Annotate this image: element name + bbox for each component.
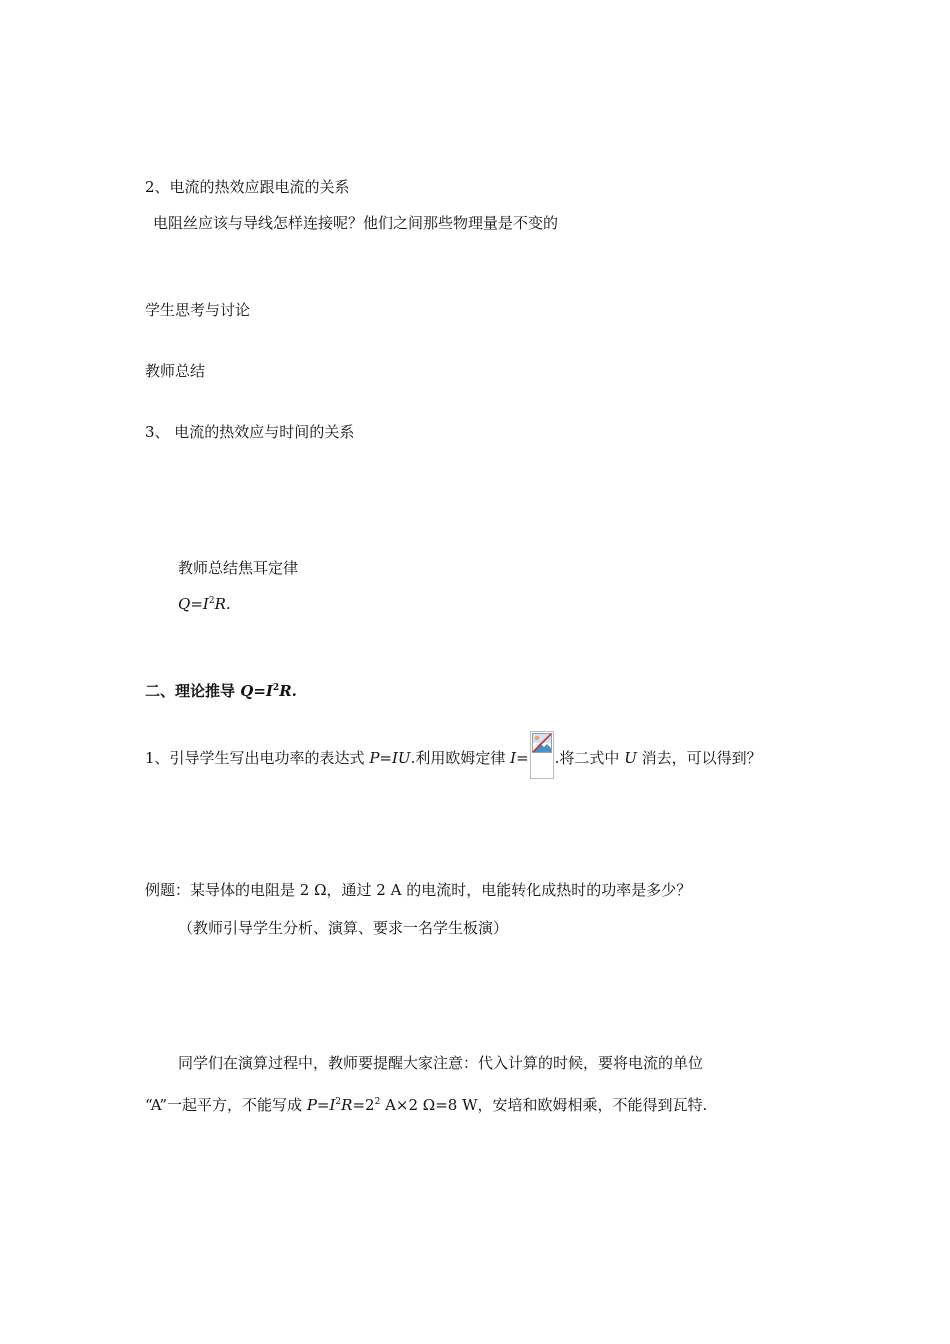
note-i: I — [329, 1096, 336, 1114]
part-2-i: I — [265, 682, 273, 700]
formula-r: R — [214, 595, 226, 613]
formula-period: . — [225, 595, 231, 613]
example-note: （教师引导学生分析、演算、要求一名学生板演） — [178, 919, 509, 937]
part-2-r: R — [279, 682, 292, 700]
derivation-line — [145, 731, 762, 779]
part-2-q: Q — [240, 682, 254, 700]
part-2-heading — [145, 681, 297, 701]
student-discussion: 学生思考与讨论 — [145, 301, 251, 319]
derivation-equals-2: = — [516, 749, 529, 767]
note-p: P — [306, 1096, 317, 1114]
section-2-heading: 2、电流的热效应跟电流的关系 — [145, 178, 350, 196]
derivation-text-4: 消去，可以得到？ — [636, 749, 762, 767]
note-exponent: 2 — [335, 1097, 342, 1107]
derivation-iu: IU — [392, 749, 411, 767]
formula-q: Q — [178, 595, 191, 613]
section-2-question: 电阻丝应该与导线怎样连接呢？他们之间那些物理量是不变的 — [153, 214, 559, 232]
example-problem: 例题：某导体的电阻是 2 Ω，通过 2 A 的电流时，电能转化成热时的功率是多少？ — [145, 881, 692, 899]
formula-i: I — [202, 595, 209, 613]
note-text-1: “A”一起平方，不能写成 — [145, 1096, 307, 1114]
formula-exponent: 2 — [208, 596, 215, 606]
formula-equals: = — [190, 595, 203, 613]
note-text-2: =2 — [352, 1096, 375, 1114]
note-text-3: A×2 Ω=8 W，安培和欧姆相乘，不能得到瓦特. — [380, 1096, 708, 1114]
note-exponent-2: 2 — [374, 1097, 381, 1107]
derivation-equals: = — [379, 749, 392, 767]
note-equals: = — [316, 1096, 330, 1114]
part-2-period: . — [291, 682, 297, 700]
part-2-exponent: 2 — [272, 683, 280, 693]
note-r: R — [341, 1096, 353, 1114]
derivation-u: U — [624, 749, 637, 767]
note-line-2 — [145, 1095, 707, 1115]
derivation-p: P — [369, 749, 380, 767]
broken-image-icon — [530, 731, 554, 779]
section-3-heading: 3、 电流的热效应与时间的关系 — [145, 423, 355, 441]
note-line-1: 同学们在演算过程中，教师要提醒大家注意：代入计算的时候，要将电流的单位 — [178, 1054, 704, 1072]
derivation-text-3: .将二式中 — [554, 749, 625, 767]
derivation-text-1: 1、引导学生写出电功率的表达式 — [145, 749, 370, 767]
part-2-equals: = — [253, 682, 266, 700]
joule-formula — [178, 594, 231, 614]
teacher-summary: 教师总结 — [145, 362, 206, 380]
part-2-prefix: 二、理论推导 — [145, 682, 241, 700]
derivation-text-2: .利用欧姆定律 — [410, 749, 511, 767]
joule-law-summary: 教师总结焦耳定律 — [178, 559, 299, 577]
derivation-i: I — [510, 749, 517, 767]
